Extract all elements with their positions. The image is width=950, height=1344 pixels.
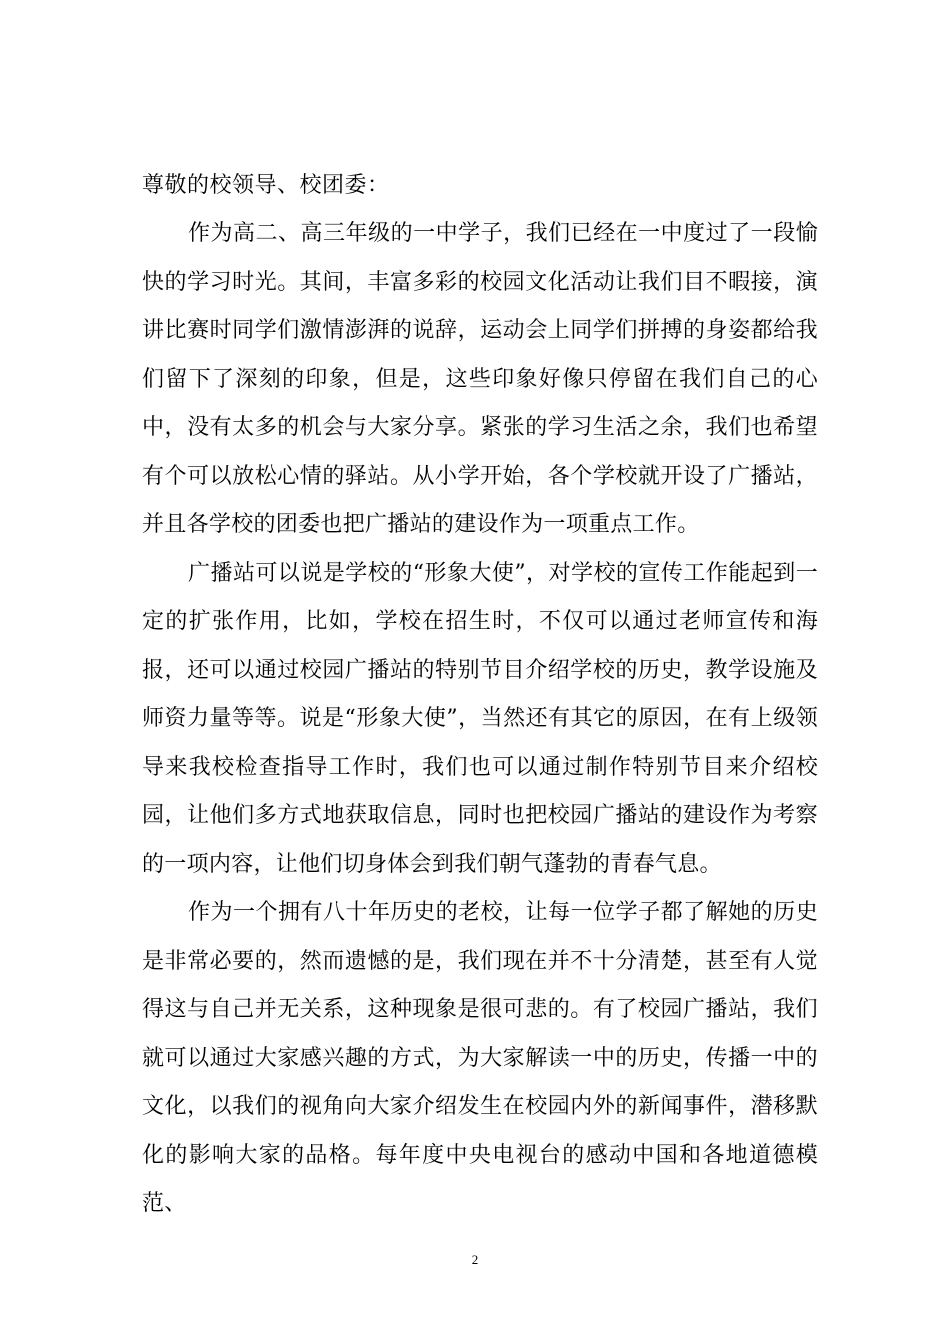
paragraph-3: 作为一个拥有八十年历史的老校，让每一位学子都了解她的历史是非常必要的，然而遗憾的是，我们现在并不十分清楚，甚至有人觉得这与自己并无关系，这种现象是很可悲的。有了校园广播站，我们就可以通过大家感兴趣的方式，为大家解读一中的历史，传播一中的文化，以我们的视角向大家介绍发生在校园内外的新闻事件，潜移默化的影响大家的品格。每年度中央电视台的感动中国和各地道德模范、 xyxy=(142,900,818,1216)
document-body xyxy=(142,162,818,1229)
paragraph-1: 作为高二、高三年级的一中学子，我们已经在一中度过了一段愉快的学习时光。其间，丰富多彩的校园文化活动让我们目不暇接，演讲比赛时同学们激情澎湃的说辞，运动会上同学们拼搏的身姿都给我们留下了深刻的印象，但是，这些印象好像只停留在我们自己的心中，没有太多的机会与大家分享。紧张的学习生活之余，我们也希望有个可以放松心情的驿站。从小学开始，各个学校就开设了广播站，并且各学校的团委也把广播站的建设作为一项重点工作。 xyxy=(142,221,818,537)
page-number: 2 xyxy=(471,1252,479,1267)
salutation: 尊敬的校领导、校团委： xyxy=(142,173,390,198)
paragraph-2: 广播站可以说是学校的“形象大使”，对学校的宣传工作能起到一定的扩张作用，比如，学校在招生时，不仅可以通过老师宣传和海报，还可以通过校园广播站的特别节目介绍学校的历史，教学设施及师资力量等等。说是“形象大使”，当然还有其它的原因，在有上级领导来我校检查指导工作时，我们也可以通过制作特别节目来介绍校园，让他们多方式地获取信息，同时也把校园广播站的建设作为考察的一项内容，让他们切身体会到我们朝气蓬勃的青春气息。 xyxy=(142,560,818,877)
